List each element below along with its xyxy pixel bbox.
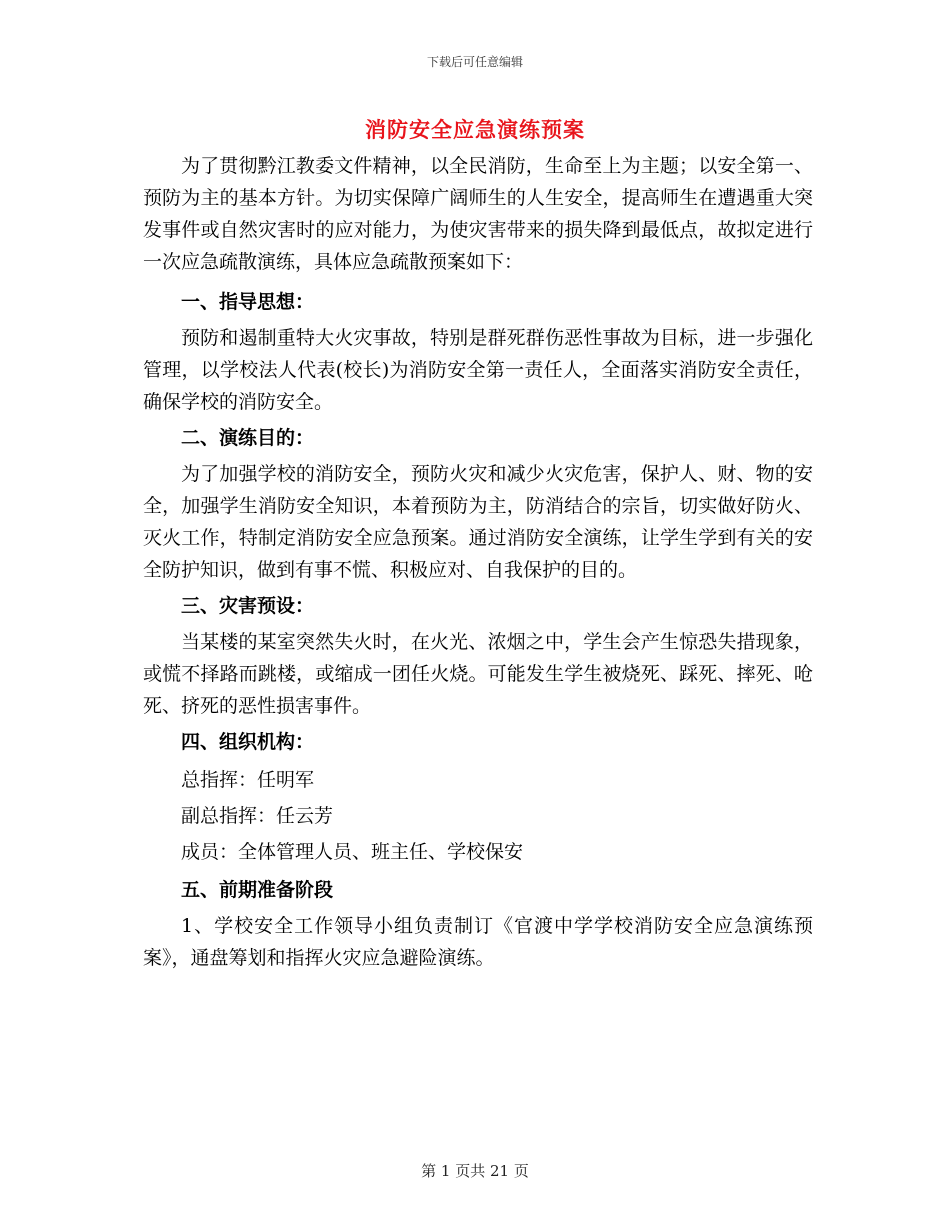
section-heading-guiding-thought: 一、指导思想： bbox=[181, 291, 315, 313]
page-header: 下载后可任意编辑 bbox=[426, 55, 523, 69]
section-heading-organization: 四、组织机构： bbox=[181, 731, 315, 753]
section-heading-drill-purpose: 二、演练目的： bbox=[181, 427, 315, 449]
document-title: 消防安全应急演练预案 bbox=[365, 117, 585, 142]
section-body-drill-purpose: 为了加强学校的消防安全，预防火灾和减少火灾危害，保护人、财、物的安全，加强学生消防安全知识，本着预防为主，防消结合的宗旨，切实做好防火、灭火工作，特制定消防安全应急预案。通过消防安全演练，让学生学到有关的安全防护知识，做到有事不慌、积极应对、自我保护的目的。 bbox=[143, 463, 813, 581]
section-body-disaster-scenario: 当某楼的某室突然失火时，在火光、浓烟之中，学生会产生惊恐失措现象，或慌不择路而跳楼，或缩成一团任火烧。可能发生学生被烧死、踩死、摔死、呛死、挤死的恶性损害事件。 bbox=[143, 631, 813, 717]
deputy-commander-line: 副总指挥：任云芳 bbox=[181, 805, 334, 827]
commander-line: 总指挥：任明军 bbox=[181, 769, 315, 791]
section-heading-disaster-scenario: 三、灾害预设： bbox=[181, 595, 315, 617]
section-body-guiding-thought: 预防和遏制重特大火灾事故，特别是群死群伤恶性事故为目标，进一步强化管理，以学校法人代表(校长)为消防安全第一责任人，全面落实消防安全责任，确保学校的消防安全。 bbox=[143, 327, 813, 413]
members-line: 成员：全体管理人员、班主任、学校保安 bbox=[181, 841, 524, 863]
page-footer: 第 1 页共 21 页 bbox=[421, 1162, 529, 1180]
preparation-item-1: 1、学校安全工作领导小组负责制订《官渡中学学校消防安全应急演练预案》，通盘筹划和指挥火灾应急避险演练。 bbox=[143, 915, 813, 969]
intro-paragraph: 为了贯彻黔江教委文件精神，以全民消防，生命至上为主题；以安全第一、预防为主的基本方针。为切实保障广阔师生的人生安全，提高师生在遭遇重大突发事件或自然灾害时的应对能力，为使灾害带来的损失降到最低点，故拟定进行一次应急疏散演练，具体应急疏散预案如下： bbox=[143, 155, 813, 273]
section-heading-preparation: 五、前期准备阶段 bbox=[181, 879, 334, 901]
document-body bbox=[143, 150, 813, 974]
